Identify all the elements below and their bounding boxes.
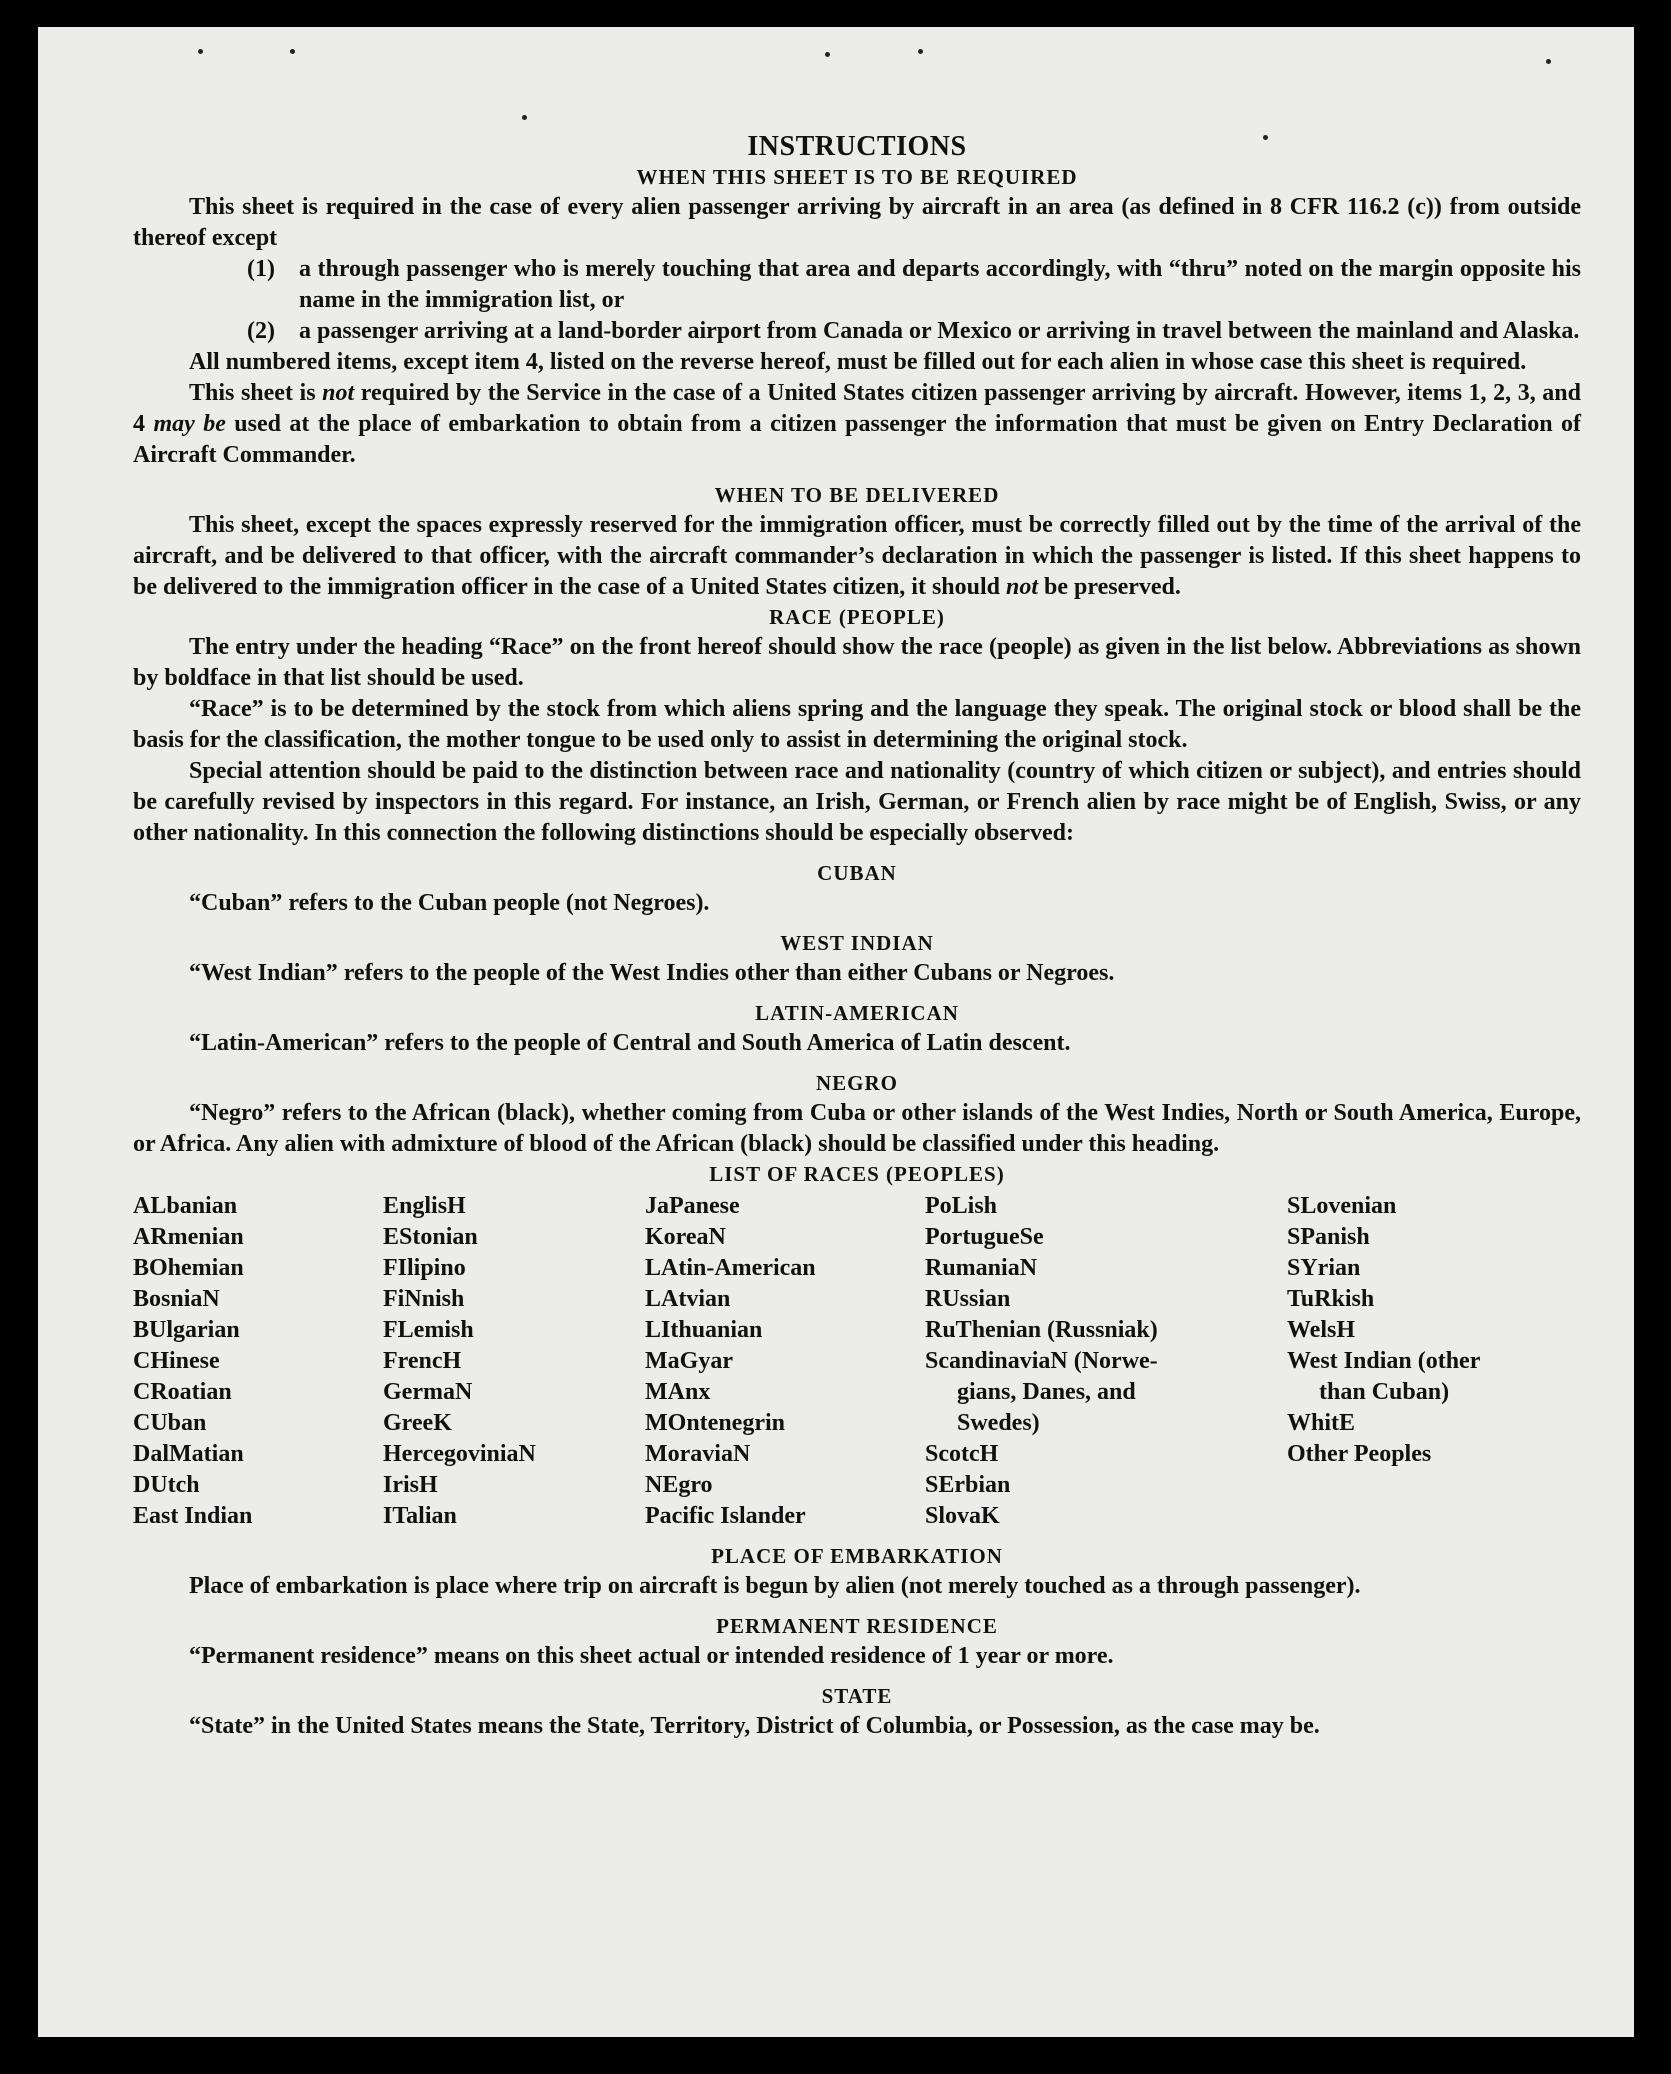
race-entry-continued: than Cuban) [1319, 1379, 1450, 1405]
citizen-paragraph: This sheet is not required by the Service in the case of a United States citizen passenger arriving by aircraft. However, items 1, 2, 3, and 4 may be used at the place of embarkation to obtain from a citizen passenger the information that must be given on Entry Declaration of Aircraft Commander. [133, 380, 1581, 468]
race-entry: EnglisH [383, 1193, 466, 1219]
heading-when-delivered: WHEN TO BE DELIVERED [714, 483, 1000, 507]
exception-text: a passenger arriving at a land-border airport from Canada or Mexico or arriving in travel between the mainland and Alaska. [299, 318, 1580, 344]
race-entry: West Indian (other [1287, 1348, 1481, 1374]
race-entry: ALbanian [133, 1193, 238, 1219]
instructions-body [133, 101, 1581, 1742]
race-entry: CRoatian [133, 1379, 232, 1405]
race-entry: CHinese [133, 1348, 220, 1374]
race-entry: GreeK [383, 1410, 452, 1436]
race-entry: RumaniaN [925, 1255, 1038, 1281]
races-column-5 [1287, 1191, 1567, 1532]
races-column-3 [645, 1191, 925, 1532]
numbered-items-paragraph: All numbered items, except item 4, listed on the reverse hereof, must be filled out for each alien in whose case this sheet is required. [189, 349, 1527, 375]
race-entry: WhitE [1287, 1410, 1356, 1436]
race-entry: BUlgarian [133, 1317, 240, 1343]
race-entry: DalMatian [133, 1441, 244, 1467]
document-page [38, 27, 1634, 2037]
race-entry: Other Peoples [1287, 1441, 1432, 1467]
page-title: INSTRUCTIONS [747, 131, 967, 162]
race-entry: TuRkish [1287, 1286, 1375, 1312]
race-entry-continued: gians, Danes, and [957, 1379, 1136, 1405]
race-entry: SlovaK [925, 1503, 1000, 1529]
negro-text: “Negro” refers to the African (black), whether coming from Cuba or other islands of the West Indies, North or South America, Europe, or Africa. Any alien with admixture of blood of the African (black) should be classified under this heading. [133, 1100, 1581, 1157]
race-entry: FLemish [383, 1317, 474, 1343]
heading-race: RACE (PEOPLE) [769, 605, 945, 629]
latin-american-text: “Latin-American” refers to the people of Central and South America of Latin descent. [189, 1030, 1071, 1056]
race-entry: BosniaN [133, 1286, 220, 1312]
exception-item-2 [247, 316, 1581, 347]
embarkation-text: Place of embarkation is place where trip on aircraft is begun by alien (not merely touched as a through passenger). [189, 1573, 1361, 1599]
race-entry: BOhemian [133, 1255, 244, 1281]
heading-place-of-embarkation: PLACE OF EMBARKATION [711, 1544, 1003, 1568]
west-indian-text: “West Indian” refers to the people of the West Indies other than either Cubans or Negroes. [189, 960, 1115, 986]
races-list [133, 1191, 1581, 1532]
heading-permanent-residence: PERMANENT RESIDENCE [716, 1614, 998, 1638]
race-entry: PoLish [925, 1193, 998, 1219]
race-entry: NEgro [645, 1472, 713, 1498]
race-entry: DUtch [133, 1472, 200, 1498]
state-text: “State” in the United States means the State, Territory, District of Columbia, or Possession, as the case may be. [189, 1713, 1320, 1739]
exception-item-1 [247, 254, 1581, 316]
race-entry: KoreaN [645, 1224, 726, 1250]
race-entry: WelsH [1287, 1317, 1356, 1343]
race-entry: ITalian [383, 1503, 457, 1529]
races-column-1 [133, 1191, 383, 1532]
race-entry: LAtin-American [645, 1255, 816, 1281]
races-column-2 [383, 1191, 645, 1532]
race-entry: HercegoviniaN [383, 1441, 536, 1467]
race-entry: Pacific Islander [645, 1503, 806, 1529]
exception-number: (2) [247, 318, 275, 344]
residence-text: “Permanent residence” means on this sheet actual or intended residence of 1 year or more. [189, 1643, 1114, 1669]
race-entry: LIthuanian [645, 1317, 763, 1343]
race-paragraph-3: Special attention should be paid to the distinction between race and nationality (country of which citizen or subject), and entries should be carefully revised by inspectors in this regard. For instance, an Irish, German, or French alien by race might be of English, Swiss, or any other nationality. In this connection the following distinctions should be especially observed: [133, 758, 1581, 846]
exception-text: a through passenger who is merely touching that area and departs accordingly, with “thru” noted on the margin opposite his name in the immigration list, or [299, 256, 1581, 313]
race-entry: PortugueSe [925, 1224, 1044, 1250]
race-entry: SPanish [1287, 1224, 1370, 1250]
race-entry: MAnx [645, 1379, 711, 1405]
race-paragraph-1: The entry under the heading “Race” on the front hereof should show the race (people) as given in the list below. Abbreviations as shown by boldface in that list should be used. [133, 634, 1581, 691]
race-entry: JaPanese [645, 1193, 740, 1219]
race-entry: SYrian [1287, 1255, 1361, 1281]
cuban-text: “Cuban” refers to the Cuban people (not Negroes). [189, 890, 710, 916]
heading-latin-american: LATIN-AMERICAN [755, 1001, 959, 1025]
race-entry: FIlipino [383, 1255, 466, 1281]
exception-number: (1) [247, 256, 275, 282]
race-entry: MaGyar [645, 1348, 733, 1374]
heading-negro: NEGRO [815, 1071, 898, 1095]
race-entry: RUssian [925, 1286, 1011, 1312]
race-entry: MOntenegrin [645, 1410, 785, 1436]
race-entry: East Indian [133, 1503, 253, 1529]
race-entry: LAtvian [645, 1286, 731, 1312]
races-column-4 [925, 1191, 1287, 1532]
race-entry: ScandinaviaN (Norwe- [925, 1348, 1158, 1374]
heading-west-indian: WEST INDIAN [780, 931, 934, 955]
race-entry: SErbian [925, 1472, 1011, 1498]
heading-cuban: CUBAN [817, 861, 897, 885]
race-entry: CUban [133, 1410, 207, 1436]
race-entry: RuThenian (Russniak) [925, 1317, 1158, 1343]
heading-when-required: WHEN THIS SHEET IS TO BE REQUIRED [636, 165, 1078, 189]
race-paragraph-2: “Race” is to be determined by the stock from which aliens spring and the language they speak. The original stock or blood shall be the basis for the classification, the mother tongue to be used only to assist in determining the original stock. [133, 696, 1581, 753]
race-entry: IrisH [383, 1472, 438, 1498]
race-entry: ARmenian [133, 1224, 244, 1250]
race-entry: ScotcH [925, 1441, 999, 1467]
delivered-paragraph: This sheet, except the spaces expressly reserved for the immigration officer, must be correctly filled out by the time of the arrival of the aircraft, and be delivered to that officer, with the aircraft commander’s declaration in which the passenger is listed. If this sheet happens to be delivered to the immigration officer in the case of a United States citizen, it should not be preserved. [133, 512, 1581, 600]
race-entry-continued: Swedes) [957, 1410, 1040, 1436]
race-entry: SLovenian [1287, 1193, 1397, 1219]
race-entry: EStonian [383, 1224, 478, 1250]
race-entry: FiNnish [383, 1286, 465, 1312]
race-entry: MoraviaN [645, 1441, 751, 1467]
when-required-intro: This sheet is required in the case of every alien passenger arriving by aircraft in an area (as defined in 8 CFR 116.2 (c)) from outside thereof except [133, 194, 1581, 251]
heading-state: STATE [821, 1684, 893, 1708]
race-entry: FrencH [383, 1348, 462, 1374]
race-entry: GermaN [383, 1379, 473, 1405]
heading-list-of-races: LIST OF RACES (PEOPLES) [709, 1162, 1005, 1186]
